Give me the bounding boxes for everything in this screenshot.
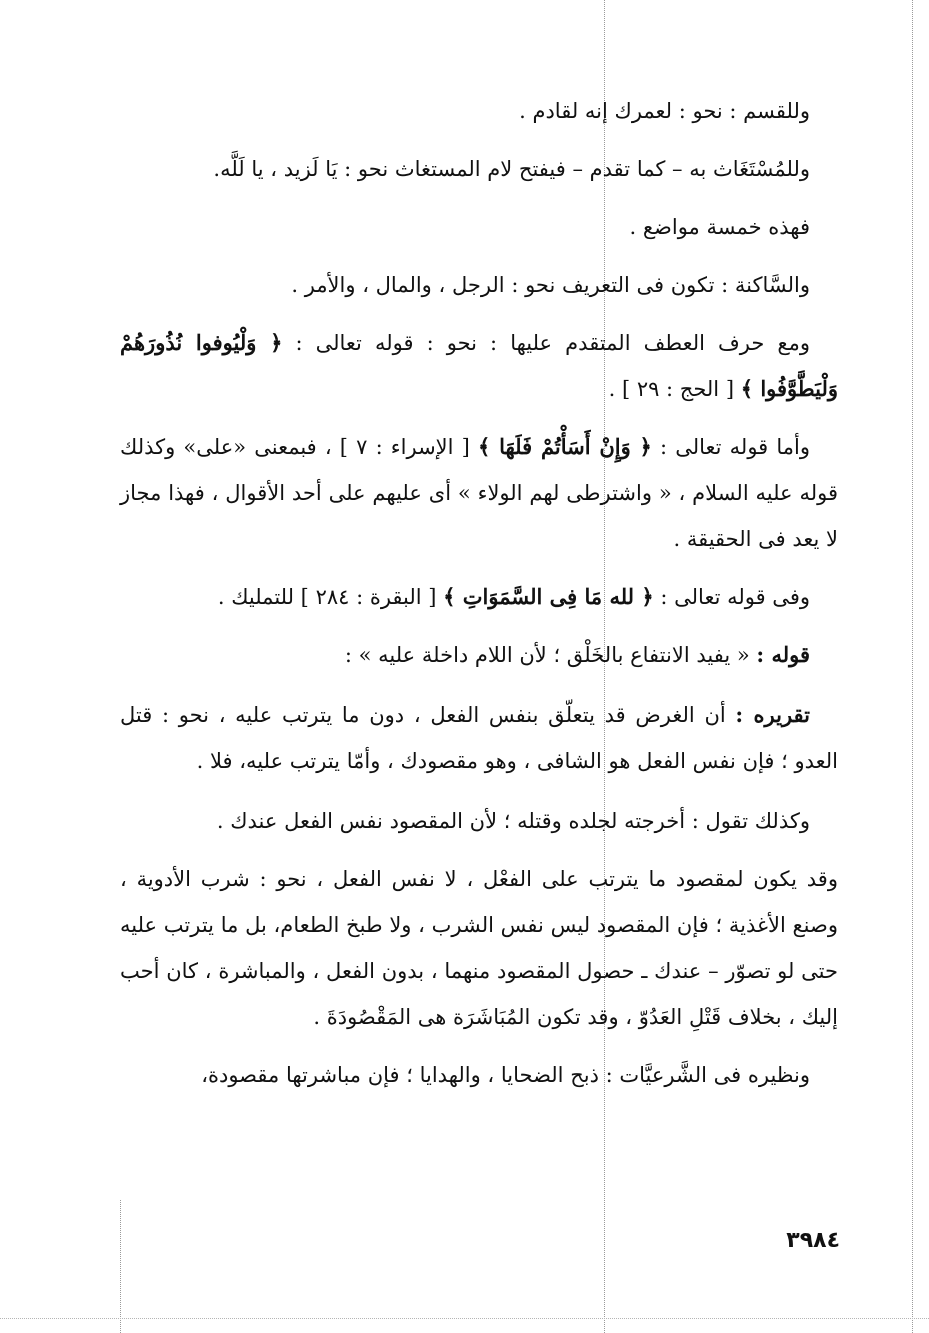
paragraph-text: أن الغرض قد يتعلّق بنفس الفعل ، دون ما يترتب عليه ، نحو : قتل العدو ؛ فإن نفس الفعل هو الشافى ، وهو مقصودك ، وأمّا يترتب عليه، فلا . bbox=[120, 703, 838, 773]
scan-edge-line bbox=[912, 0, 913, 1333]
paragraph-kadhalik bbox=[120, 798, 838, 844]
paragraph-isra bbox=[120, 424, 838, 562]
paragraph-istighatha bbox=[120, 146, 838, 192]
heading-taqrir: تقريره : bbox=[735, 702, 810, 727]
paragraph-text: وكذلك تقول : أخرجته لجلده وقتله ؛ لأن المقصود نفس الفعل عندك . bbox=[216, 809, 810, 833]
paragraph-taqrir bbox=[120, 692, 838, 784]
scan-bottom-line bbox=[0, 1318, 929, 1319]
paragraph-text: [ الإسراء : ٧ ] ، فبمعنى «على» وكذلك قوله عليه السلام ، « واشترطى لهم الولاء » أى عليهم على أحد الأقوال ، فهذا مجاز لا يعد فى الحقيقة . bbox=[120, 435, 838, 551]
paragraph-text: وفى قوله تعالى : bbox=[660, 585, 810, 609]
paragraph-text: وللقسم : نحو : لعمرك إنه لقادم . bbox=[519, 99, 810, 123]
paragraph-sharia bbox=[120, 1052, 838, 1098]
page-number: ٣٩٨٤ bbox=[786, 1228, 840, 1253]
paragraph-qawluh bbox=[120, 632, 838, 678]
heading-qawluh: قوله : bbox=[756, 642, 810, 667]
paragraph-atf bbox=[120, 320, 838, 412]
paragraph-text: وأما قوله تعالى : bbox=[660, 435, 810, 459]
paragraph-tamlik bbox=[120, 574, 838, 620]
paragraph-text: والسَّاكنة : تكون فى التعريف نحو : الرجل ، والمال ، والأمر . bbox=[291, 273, 810, 297]
page-body bbox=[120, 88, 838, 1110]
quran-verse-hajj: ﴿ وَلْيُوفوا نُذُورَهُمْ وَلْيَطَّوَّفُوا ﴾ bbox=[120, 330, 838, 401]
paragraph-text: « يفيد الانتفاع بالخَلْق ؛ لأن اللام داخلة عليه » : bbox=[344, 643, 750, 667]
paragraph-text: وللمُسْتَغَاث به – كما تقدم – فيفتح لام المستغاث نحو : يَا لَزيد ، يا لَلَّه. bbox=[213, 157, 810, 181]
quran-verse-baqara: ﴿ لله مَا فِى السَّمَوَاتِ ﴾ bbox=[443, 584, 654, 609]
paragraph-sakina bbox=[120, 262, 838, 308]
paragraph-five-places bbox=[120, 204, 838, 250]
paragraph-text: ومع حرف العطف المتقدم عليها : نحو : قوله تعالى : bbox=[295, 331, 810, 355]
paragraph-text: ونظيره فى الشَّرعيَّات : ذبح الضحايا ، والهدايا ؛ فإن مباشرتها مقصودة، bbox=[201, 1063, 810, 1087]
scan-margin-line bbox=[120, 1200, 121, 1333]
verse-reference: [ الحج : ٢٩ ] . bbox=[608, 377, 735, 401]
quran-verse-isra: ﴿ وَإِنْ أَسَأْتُمْ فَلَهَا ﴾ bbox=[478, 434, 652, 459]
paragraph-text: وقد يكون لمقصود ما يترتب على الفعْل ، لا نفس الفعل ، نحو : شرب الأدوية ، وصنع الأغذية ؛ فإن المقصود ليس نفس الشرب ، ولا طبخ الطعام، بل ما يترتب عليه حتى لو تصوّر – عندك ـ حصول المقصود منهما ، بدون الفعل ، والمباشرة ، كان أحب إليك ، بخلاف قَتْلِ العَدُوّ ، وقد تكون المُبَاشَرَة هى المَقْصُودَةَ . bbox=[120, 867, 838, 1029]
paragraph-maqsud bbox=[120, 856, 838, 1040]
paragraph-oath bbox=[120, 88, 838, 134]
verse-reference: [ البقرة : ٢٨٤ ] للتمليك . bbox=[217, 585, 437, 609]
paragraph-text: فهذه خمسة مواضع . bbox=[629, 215, 810, 239]
